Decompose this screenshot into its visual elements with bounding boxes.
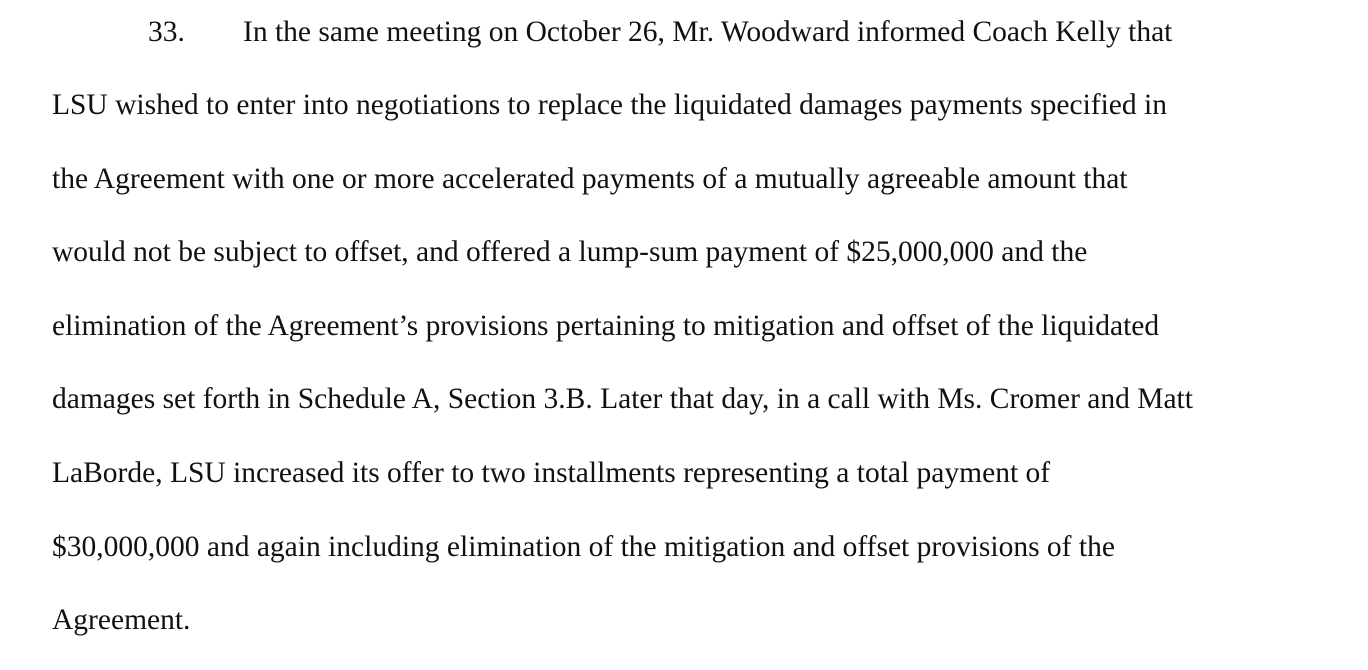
paragraph-line-9: Agreement. <box>52 604 191 636</box>
paragraph-line-5: elimination of the Agreement’s provisions pertaining to mitigation and offset of the liquidated <box>52 310 1160 342</box>
paragraph-line-4: would not be subject to offset, and offered a lump-sum payment of $25,000,000 and the <box>52 236 1088 268</box>
paragraph-line-2: LSU wished to enter into negotiations to replace the liquidated damages payments specified in <box>52 89 1167 121</box>
paragraph-line-3: the Agreement with one or more accelerated payments of a mutually agreeable amount that <box>52 163 1128 195</box>
paragraph-line-1: In the same meeting on October 26, Mr. Woodward informed Coach Kelly that <box>243 16 1173 48</box>
paragraph-line-6: damages set forth in Schedule A, Section 3.B. Later that day, in a call with Ms. Cromer and Matt <box>52 383 1193 415</box>
paragraph-number: 33. <box>148 16 185 48</box>
paragraph-line-8: $30,000,000 and again including elimination of the mitigation and offset provisions of the <box>52 531 1115 563</box>
paragraph-line-7: LaBorde, LSU increased its offer to two installments representing a total payment of <box>52 457 1051 489</box>
